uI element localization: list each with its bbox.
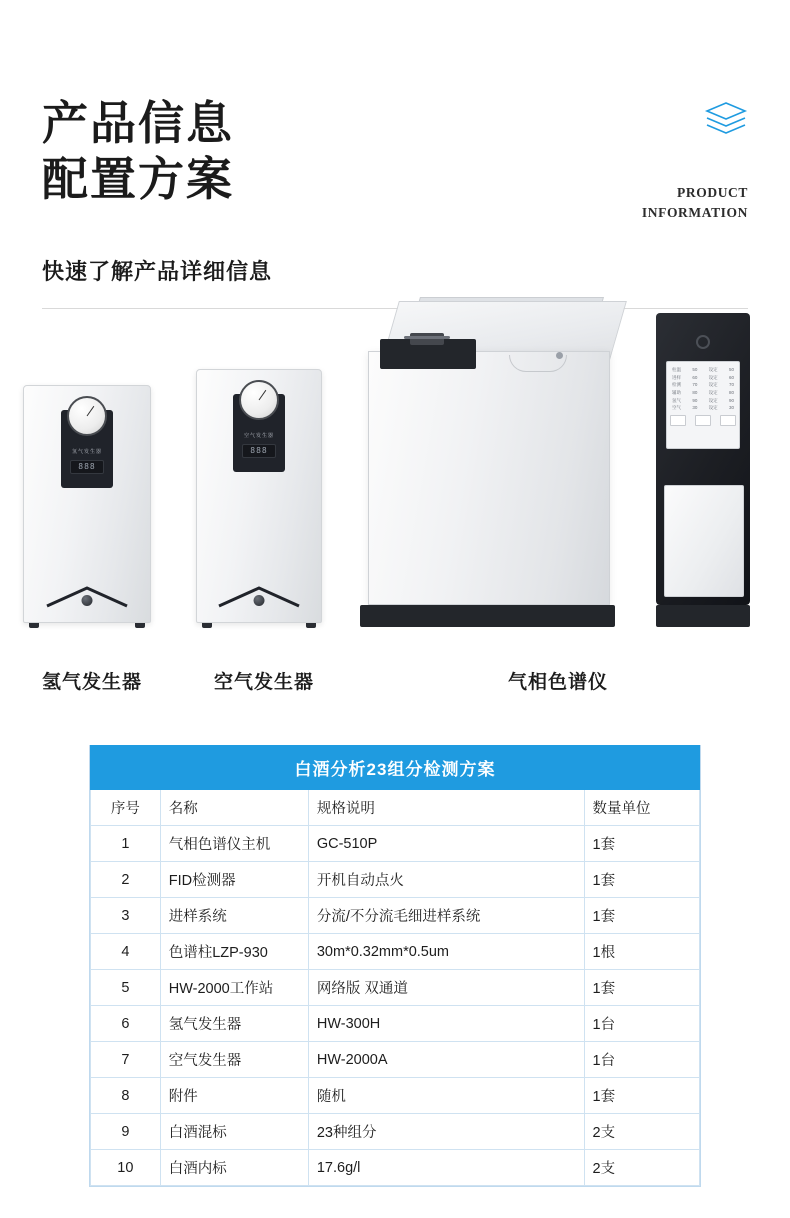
product-information-label bbox=[642, 183, 748, 222]
table-row bbox=[91, 1042, 700, 1078]
cell-qty: 1套 bbox=[584, 862, 700, 898]
gc-screen-cell: 80 bbox=[692, 390, 698, 395]
gc-screen-cell: 50 bbox=[692, 367, 698, 373]
cell-name: 空气发生器 bbox=[160, 1042, 308, 1078]
page-header bbox=[0, 0, 790, 220]
table-header-row bbox=[91, 790, 700, 826]
hydrogen-generator-feet bbox=[29, 623, 145, 628]
gc-screen-row bbox=[670, 397, 736, 405]
gc-screen-cell: 设定 bbox=[708, 390, 718, 395]
gc-screen-cell: 设定 bbox=[708, 382, 718, 388]
cell-qty: 1台 bbox=[584, 1042, 700, 1078]
gc-screen-button bbox=[720, 415, 736, 426]
cell-spec: 30m*0.32mm*0.5um bbox=[308, 934, 584, 970]
gc-screen-cell: 30 bbox=[728, 405, 734, 411]
column-header-index: 序号 bbox=[91, 790, 161, 826]
gc-screen-cell: 进样 bbox=[672, 374, 681, 380]
column-header-qty: 数量单位 bbox=[584, 790, 700, 826]
cell-name: HW-2000工作站 bbox=[160, 970, 308, 1006]
cell-name: 白酒内标 bbox=[160, 1150, 308, 1186]
cell-index: 2 bbox=[91, 862, 161, 898]
table-row bbox=[91, 898, 700, 934]
air-generator-body bbox=[196, 369, 322, 623]
air-outlet-knob bbox=[254, 595, 265, 606]
hydrogen-display-value: 888 bbox=[70, 460, 104, 474]
cell-index: 10 bbox=[91, 1150, 161, 1186]
table-title: 白酒分析23组分检测方案 bbox=[91, 746, 700, 790]
hydrogen-generator-panel bbox=[61, 410, 113, 488]
caption-air-generator: 空气发生器 bbox=[214, 672, 315, 694]
cell-spec: HW-300H bbox=[308, 1006, 584, 1042]
cell-spec: GC-510P bbox=[308, 826, 584, 862]
table-row bbox=[91, 826, 700, 862]
cell-spec: 分流/不分流毛细进样系统 bbox=[308, 898, 584, 934]
cell-name: 氢气发生器 bbox=[160, 1006, 308, 1042]
gc-base-right bbox=[656, 605, 750, 627]
gc-screen-cell: 50 bbox=[728, 367, 734, 373]
gc-base bbox=[360, 605, 615, 627]
cell-name: 进样系统 bbox=[160, 898, 308, 934]
cell-spec: 网络版 双通道 bbox=[308, 970, 584, 1006]
gas-chromatograph-image bbox=[360, 297, 750, 627]
gc-screen-button bbox=[670, 415, 686, 426]
column-header-name: 名称 bbox=[160, 790, 308, 826]
gc-screen-cell: 氢气 bbox=[672, 397, 681, 403]
gc-tower-lower-panel bbox=[664, 485, 744, 597]
cell-index: 7 bbox=[91, 1042, 161, 1078]
cell-index: 9 bbox=[91, 1114, 161, 1150]
air-generator-image bbox=[196, 369, 322, 623]
caption-hydrogen-generator: 氢气发生器 bbox=[42, 672, 143, 694]
table-row bbox=[91, 1006, 700, 1042]
caption-gas-chromatograph: 气相色谱仪 bbox=[508, 672, 609, 694]
cell-qty: 1根 bbox=[584, 934, 700, 970]
cell-qty: 1套 bbox=[584, 898, 700, 934]
gc-screen-cell: 90 bbox=[692, 397, 698, 403]
gc-screen-cell: 柱温 bbox=[672, 367, 681, 373]
cell-qty: 1套 bbox=[584, 970, 700, 1006]
air-generator-feet bbox=[202, 623, 316, 628]
product-image-group bbox=[0, 327, 790, 667]
cell-index: 6 bbox=[91, 1006, 161, 1042]
table-row bbox=[91, 862, 700, 898]
cell-qty: 1套 bbox=[584, 1078, 700, 1114]
product-en-line1: PRODUCT bbox=[677, 185, 748, 200]
cell-spec: HW-2000A bbox=[308, 1042, 584, 1078]
hydrogen-generator-body bbox=[23, 385, 151, 623]
gc-main-body bbox=[368, 351, 610, 605]
configuration-table-wrap bbox=[89, 745, 701, 1187]
table-row bbox=[91, 1114, 700, 1150]
gc-control-screen bbox=[666, 361, 740, 449]
table-row bbox=[91, 1150, 700, 1186]
product-captions bbox=[0, 667, 790, 707]
gc-screen-row bbox=[670, 374, 736, 382]
page-title-line1: 产品信息 bbox=[42, 97, 234, 149]
cell-name: 色谱柱LZP-930 bbox=[160, 934, 308, 970]
gc-screen-cell: 设定 bbox=[708, 374, 718, 380]
gc-injector-nut bbox=[410, 333, 444, 345]
page-subtitle: 快速了解产品详细信息 bbox=[42, 259, 273, 285]
table-row bbox=[91, 934, 700, 970]
cell-index: 1 bbox=[91, 826, 161, 862]
gc-screen-cell: 辅助 bbox=[672, 390, 681, 395]
gc-screen-cell: 设定 bbox=[708, 397, 718, 403]
cell-name: 白酒混标 bbox=[160, 1114, 308, 1150]
gc-screen-row bbox=[670, 381, 736, 389]
cell-index: 3 bbox=[91, 898, 161, 934]
cell-spec: 开机自动点火 bbox=[308, 862, 584, 898]
cell-spec: 23种组分 bbox=[308, 1114, 584, 1150]
cell-qty: 2支 bbox=[584, 1150, 700, 1186]
gc-screen-cell: 70 bbox=[692, 382, 698, 388]
stacked-layers-icon bbox=[642, 100, 748, 143]
cell-qty: 1套 bbox=[584, 826, 700, 862]
pressure-gauge-icon bbox=[239, 380, 279, 420]
gc-screen-cell: 70 bbox=[728, 382, 734, 388]
cell-name: 附件 bbox=[160, 1078, 308, 1114]
gc-screen-cell: 80 bbox=[728, 390, 734, 395]
pressure-gauge-icon bbox=[67, 396, 107, 436]
hydrogen-generator-image bbox=[23, 385, 151, 623]
gc-screen-buttons bbox=[670, 415, 736, 426]
gc-screen-cell: 空气 bbox=[672, 405, 681, 411]
product-en-line2: INFORMATION bbox=[641, 204, 748, 220]
gc-screen-row bbox=[670, 404, 736, 412]
cell-name: FID检测器 bbox=[160, 862, 308, 898]
air-panel-label: 空气发生器 bbox=[243, 433, 274, 440]
cell-spec: 17.6g/l bbox=[308, 1150, 584, 1186]
column-header-spec: 规格说明 bbox=[308, 790, 584, 826]
cell-index: 4 bbox=[91, 934, 161, 970]
gc-screen-cell: 60 bbox=[728, 374, 734, 380]
gc-screen-button bbox=[695, 415, 711, 426]
cell-index: 8 bbox=[91, 1078, 161, 1114]
cell-qty: 2支 bbox=[584, 1114, 700, 1150]
cell-spec: 随机 bbox=[308, 1078, 584, 1114]
gc-power-knob-icon bbox=[696, 335, 710, 349]
gc-screen-cell: 60 bbox=[692, 374, 698, 380]
gc-control-tower bbox=[656, 313, 750, 605]
cell-qty: 1台 bbox=[584, 1006, 700, 1042]
gc-screen-cell: 设定 bbox=[708, 405, 718, 411]
gc-screen-row bbox=[670, 366, 736, 374]
gc-screen-cell: 30 bbox=[692, 405, 698, 411]
header-right-block bbox=[642, 100, 748, 222]
air-generator-panel bbox=[233, 394, 285, 472]
gc-screen-cell: 检测 bbox=[672, 382, 681, 388]
table-row bbox=[91, 1078, 700, 1114]
gc-screen-cell: 设定 bbox=[708, 367, 718, 373]
hydrogen-outlet-knob bbox=[82, 595, 93, 606]
gc-screen-cell: 90 bbox=[728, 397, 734, 403]
cell-name: 气相色谱仪主机 bbox=[160, 826, 308, 862]
table-row bbox=[91, 970, 700, 1006]
table-title-row bbox=[91, 746, 700, 790]
gc-screen-row bbox=[670, 389, 736, 397]
page-title-line2: 配置方案 bbox=[42, 153, 234, 206]
hydrogen-panel-label: 氢气发生器 bbox=[71, 449, 102, 456]
cell-index: 5 bbox=[91, 970, 161, 1006]
air-display-value: 888 bbox=[242, 444, 276, 458]
configuration-table bbox=[90, 745, 700, 1186]
